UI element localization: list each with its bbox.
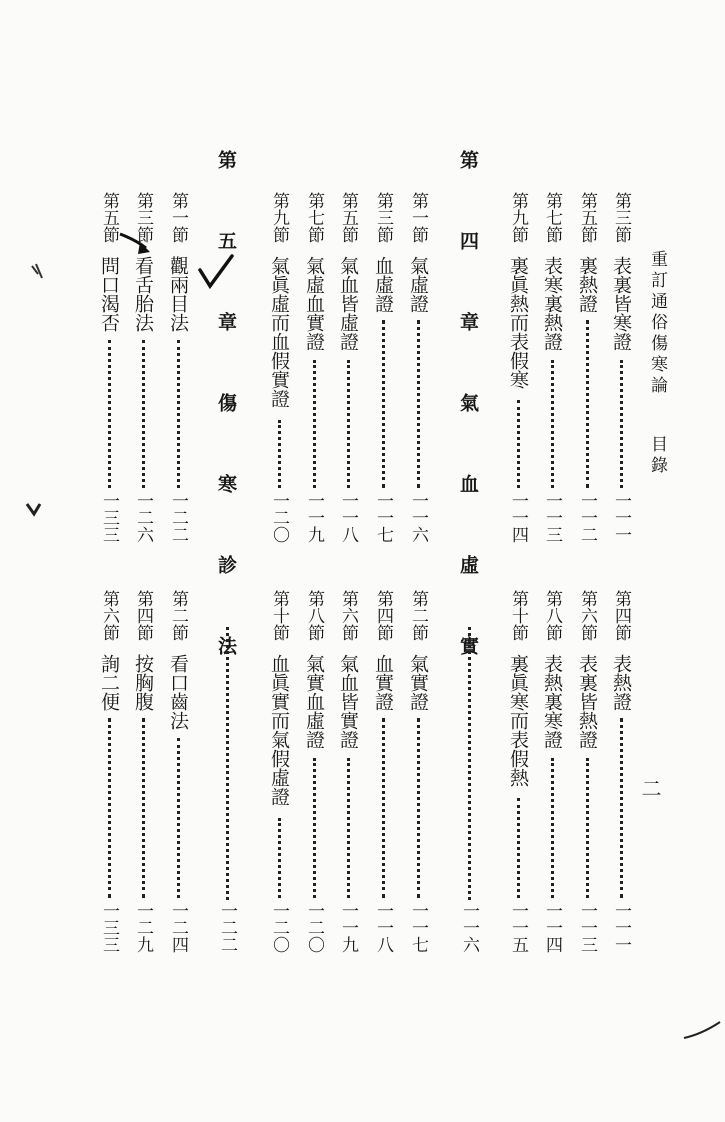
dot-leader xyxy=(551,758,554,898)
entry-label: 第一節 xyxy=(168,192,188,243)
dot-leader xyxy=(278,420,281,488)
entry-label: 第五節 xyxy=(577,192,597,243)
dot-leader xyxy=(517,798,520,898)
dot-leader xyxy=(142,340,145,488)
entry-label: 第一節 xyxy=(408,192,428,243)
entry-page: 一一七 xyxy=(373,492,393,543)
entry-title: 血實證 xyxy=(372,654,394,711)
dot-leader xyxy=(551,360,554,488)
entry-title: 看舌胎法 xyxy=(132,256,154,332)
entry-page: 一二六 xyxy=(133,492,153,543)
dot-leader xyxy=(586,320,589,488)
entry-label: 第三節 xyxy=(611,192,631,243)
entry-label: 第七節 xyxy=(542,192,562,243)
entry-title: 裏眞熱而表假寒 xyxy=(507,256,529,389)
entry-page: 一一一 xyxy=(611,492,631,543)
dot-leader xyxy=(177,738,180,898)
entry-page: 一一五 xyxy=(508,902,528,953)
dot-leader xyxy=(417,718,420,898)
entry-label: 第二節 xyxy=(168,590,188,641)
entry-label: 第四節 xyxy=(373,590,393,641)
dot-leader xyxy=(108,718,111,898)
entry-label: 第十節 xyxy=(269,590,289,641)
entry-page: 一一九 xyxy=(304,492,324,543)
entry-label: 第二節 xyxy=(408,590,428,641)
entry-page: 一二二 xyxy=(168,492,188,543)
entry-label: 第八節 xyxy=(304,590,324,641)
entry-page: 一二九 xyxy=(133,902,153,953)
entry-title: 表裏皆寒證 xyxy=(610,256,632,351)
entry-page: 一一四 xyxy=(508,492,528,543)
entry-title: 氣血皆虛證 xyxy=(337,256,359,351)
dot-leader xyxy=(278,818,281,898)
chapter-page: 一一六 xyxy=(459,902,479,953)
entry-page: 一一一 xyxy=(611,902,631,953)
dot-leader xyxy=(382,718,385,898)
entry-label: 第七節 xyxy=(304,192,324,243)
entry-page: 一一八 xyxy=(338,492,358,543)
dot-leader xyxy=(177,340,180,488)
entry-label: 第九節 xyxy=(269,192,289,243)
entry-title: 表熱證 xyxy=(610,654,632,711)
entry-title: 氣實血虛證 xyxy=(303,654,325,749)
entry-title: 氣眞虛而血假實證 xyxy=(268,256,290,408)
arrow-mark-icon xyxy=(116,228,156,258)
entry-page: 一一七 xyxy=(408,902,428,953)
entry-page: 一一六 xyxy=(408,492,428,543)
dot-leader xyxy=(586,758,589,898)
chapter-page: 一二二 xyxy=(217,902,237,953)
checkmark-icon xyxy=(196,252,236,292)
entry-label: 第六節 xyxy=(99,590,119,641)
entry-title: 表裏皆熱證 xyxy=(576,654,598,749)
entry-page: 一一四 xyxy=(542,902,562,953)
entry-title: 氣實證 xyxy=(407,654,429,711)
entry-title: 裏眞寒而表假熱 xyxy=(507,654,529,787)
dot-leader xyxy=(417,320,420,488)
dot-leader xyxy=(620,360,623,488)
entry-title: 詢二便 xyxy=(98,654,120,711)
entry-label: 第六節 xyxy=(338,590,358,641)
entry-title: 觀兩目法 xyxy=(167,256,189,332)
entry-page: 一二〇 xyxy=(304,902,324,953)
dot-leader xyxy=(382,320,385,488)
dot-leader xyxy=(620,718,623,898)
dot-leader xyxy=(142,718,145,898)
entry-label: 第三節 xyxy=(373,192,393,243)
entry-label: 第六節 xyxy=(577,590,597,641)
chapter-heading: 第 四 章 氣 血 虛 實 xyxy=(457,150,479,675)
entry-label: 第四節 xyxy=(611,590,631,641)
entry-page: 一一三 xyxy=(577,902,597,953)
entry-title: 表熱裏寒證 xyxy=(541,654,563,749)
entry-label: 第五節 xyxy=(338,192,358,243)
entry-title: 血虛證 xyxy=(372,256,394,313)
entry-page: 一三三 xyxy=(99,902,119,953)
entry-title: 氣血皆實證 xyxy=(337,654,359,749)
entry-page: 一三三 xyxy=(99,492,119,543)
dot-leader xyxy=(226,627,229,900)
entry-page: 一一二 xyxy=(577,492,597,543)
dot-leader xyxy=(313,758,316,898)
margin-mark-right xyxy=(682,1018,722,1042)
entry-label: 第八節 xyxy=(542,590,562,641)
dot-leader xyxy=(347,360,350,488)
entry-label: 第十節 xyxy=(508,590,528,641)
dot-leader xyxy=(468,627,471,900)
dot-leader xyxy=(108,340,111,488)
entry-title: 按胸腹 xyxy=(132,654,154,711)
entry-title: 問口渴否 xyxy=(98,256,120,332)
entry-title: 血眞實而氣假虛證 xyxy=(268,654,290,806)
margin-mark-left xyxy=(28,262,48,282)
entry-page: 一二四 xyxy=(168,902,188,953)
dot-leader xyxy=(517,400,520,488)
dot-leader xyxy=(347,758,350,898)
page-number: 二 xyxy=(638,778,662,798)
entry-label: 第九節 xyxy=(508,192,528,243)
dot-leader xyxy=(313,360,316,488)
entry-label: 第三節 xyxy=(133,192,153,243)
book-title: 重訂通俗傷寒論 xyxy=(647,250,667,397)
entry-page: 一一八 xyxy=(373,902,393,953)
entry-page: 一一九 xyxy=(338,902,358,953)
entry-label: 第四節 xyxy=(133,590,153,641)
entry-title: 氣虛血實證 xyxy=(303,256,325,351)
chapter-heading: 第 五 章 傷 寒 診 法 xyxy=(215,150,237,675)
entry-title: 看口齒法 xyxy=(167,654,189,730)
entry-page: 一一三 xyxy=(542,492,562,543)
entry-title: 表寒裏熱證 xyxy=(541,256,563,351)
section-title: 目錄 xyxy=(647,435,667,477)
entry-page: 一二〇 xyxy=(269,492,289,543)
entry-title: 裏熱證 xyxy=(576,256,598,313)
margin-mark-left-2 xyxy=(24,500,44,520)
entry-label: 第五節 xyxy=(99,192,119,243)
entry-title: 氣虛證 xyxy=(407,256,429,313)
entry-page: 一二〇 xyxy=(269,902,289,953)
